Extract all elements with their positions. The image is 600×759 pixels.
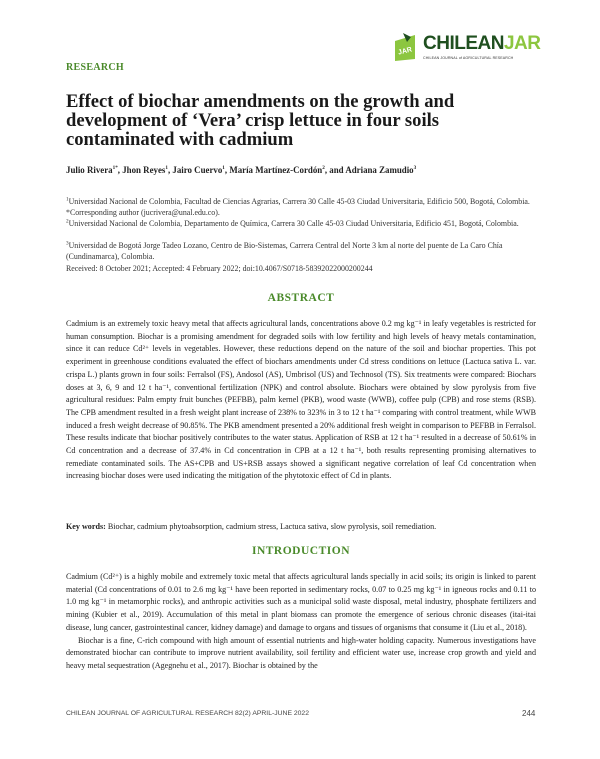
author-name: Jhon Reyes xyxy=(122,165,166,175)
page-number: 244 xyxy=(522,709,536,718)
author-sup: 1 xyxy=(165,165,168,172)
logo-mark-text: JAR xyxy=(397,46,413,57)
journal-logo-subtitle: CHILEAN JOURNAL of AGRICULTURAL RESEARCH xyxy=(423,56,514,60)
received-dates: Received: 8 October 2021; Accepted: 4 February 2022; doi:10.4067/S0718-58392022000200244 xyxy=(66,264,373,273)
keywords xyxy=(66,522,536,531)
introduction-paragraph-2: Biochar is a fine, C-rich compound with high amount of essential nutrients and high-water holding capacity. Numerous investigations have demonstrated biochar can contribute to improve nutrient availability, soil fertility and efficient water use, increase crop growth and yield and heavy metal sequestration (Agegnehu et al., 2017). Biochar is obtained by the xyxy=(66,635,536,670)
affiliation-1: $^1$Universidad Nacional de Colombia, Facultad de Ciencias Agrarias, Carrera 30 Calle 45-03 Ciudad Universitaria, Edificio 500, Bogotá, Colombia. *Corresponding author (jucrivera@unal.edu.co). xyxy=(66,196,530,217)
section-label: RESEARCH xyxy=(66,62,124,73)
introduction-body xyxy=(66,571,536,673)
affiliation-2: $^2$Universidad Nacional de Colombia, Departamento de Química, Carrera 30 Calle 45-03 Ciudad Universitaria, Edificio 451, Bogotá, Colombia. xyxy=(66,218,519,228)
journal-logo-name xyxy=(423,33,540,55)
introduction-paragraph-1: Cadmium (Cd²⁺) is a highly mobile and extremely toxic metal that affects agricultural lands specially in acid soils; its origin is linked to parent material (Cd concentrations of 0.01 to 2.6 mg kg⁻¹ have been reported in sedimentary rocks, 0.07 to 0.25 mg kg⁻¹ in igneous rocks and 0.11 to 1.0 mg kg⁻¹ in metamorphic rocks), and anthropic activities such as a municipal solid waste disposal, metal industry, phosphate fertilizers and mining (Kubier et al., 2019). Accumulation of this metal in plant biomass can promote the emergence of serious chronic diseases (itai-itai disease, lung cancer, gastrointestinal cancer, kidney damage) and damage to organs and tissues of organisms that consume it (Liu et al., 2018). xyxy=(66,572,536,632)
author-name: Adriana Zamudio xyxy=(345,165,414,175)
affiliation-3: $^3$Universidad de Bogotá Jorge Tadeo Lozano, Centro de Bio-Sistemas, Carrera Central del Norte 3 km al norte del puente de La Caro Chía (Cundinamarca), Colombia. xyxy=(66,240,503,261)
author-name: Julio Rivera xyxy=(66,165,113,175)
keywords-text: Biochar, cadmium phytoabsorption, cadmium stress, Lactuca sativa, slow pyrolysis, soil remediation. xyxy=(107,522,437,531)
author-sup: 1 xyxy=(222,165,225,172)
author-name: Jairo Cuervo xyxy=(172,165,223,175)
author-list: Julio Rivera$^{1*}$, Jhon Reyes$^1$, Jairo Cuervo$^1$, María Martínez-Cordón$^2$, and Adriana Zamudio$^3$ xyxy=(66,165,417,175)
author-sup: 2 xyxy=(322,165,325,172)
keywords-label: Key words: xyxy=(66,522,106,531)
author-sup: 3 xyxy=(413,165,417,172)
footer-journal: CHILEAN JOURNAL OF AGRICULTURAL RESEARCH 82(2) APRIL-JUNE 2022 xyxy=(66,710,309,717)
introduction-heading: INTRODUCTION xyxy=(251,545,350,557)
logo-name-part2: JAR xyxy=(503,33,541,54)
abstract-heading: ABSTRACT xyxy=(267,292,335,304)
author-name: María Martínez-Cordón xyxy=(229,165,323,175)
abstract-text: Cadmium is an extremely toxic heavy metal that affects agricultural lands, concentrations above 0.2 mg kg⁻¹ in leafy vegetables is restricted for human consumption. Biochar is a promising amendment for degraded soils with low fertility and high levels of heavy metals contamination, since it can reduce Cd²⁺ levels in vegetables. However, these reductions depend on the nature of the soil and biochar properties. This pot experiment in greenhouse conditions evaluated the effect of biochars amendments under Cd stress conditions on lettuce (Lactuca sativa L. var. crispa L.) plants grown in four soils: Ferralsol (FS), Andosol (AS), Umbrisol (US) and Technosol (TS). Six treatments were compared: Biochars doses at 3, 6, 9 and 12 t ha⁻¹, conventional fertilization (NPK) and control absolute. Biochars were obtained by slow pyrolysis from five agricultural residues: Palm empty fruit bunches (PEFBB), palm kernel (PKB), wood waste (WWB), coffee pulp (CPB) and rose stems (RSB). The CPB amendment resulted in a fresh weight plant increase of 238% to 323% in 3 to 12 t ha⁻¹ comparing with control treatment, while WWB induced a fresh weight decrease of 90.85%. The PKB amendment presented a 20% additional fresh weight in comparison to PEFBB in Ferralsol. These results indicate that biochar positively contributes to the water status. Application of RSB at 12 t ha⁻¹ resulted in a decrease of 50.61% in Cd concentration and a decrease of 37.4% in Cd concentration in CPB at a 12 t ha⁻¹, both results representing promising alternatives to remediate contaminated soils. The AS+CPB and US+RSB assays showed a significant negative correlation of leaf Cd concentration when increasing biochar doses were used indicating the mitigation of the phytotoxic effect of Cd in plants. xyxy=(66,319,536,481)
journal-logo xyxy=(393,31,543,69)
article-title: Effect of biochar amendments on the growth and development of ‘Vera’ crisp lettuce in four soils contaminated with cadmium xyxy=(66,91,455,150)
logo-name-part1: CHILEAN xyxy=(423,33,504,54)
journal-logo-icon xyxy=(393,33,417,63)
author-sup: 1* xyxy=(112,165,118,172)
